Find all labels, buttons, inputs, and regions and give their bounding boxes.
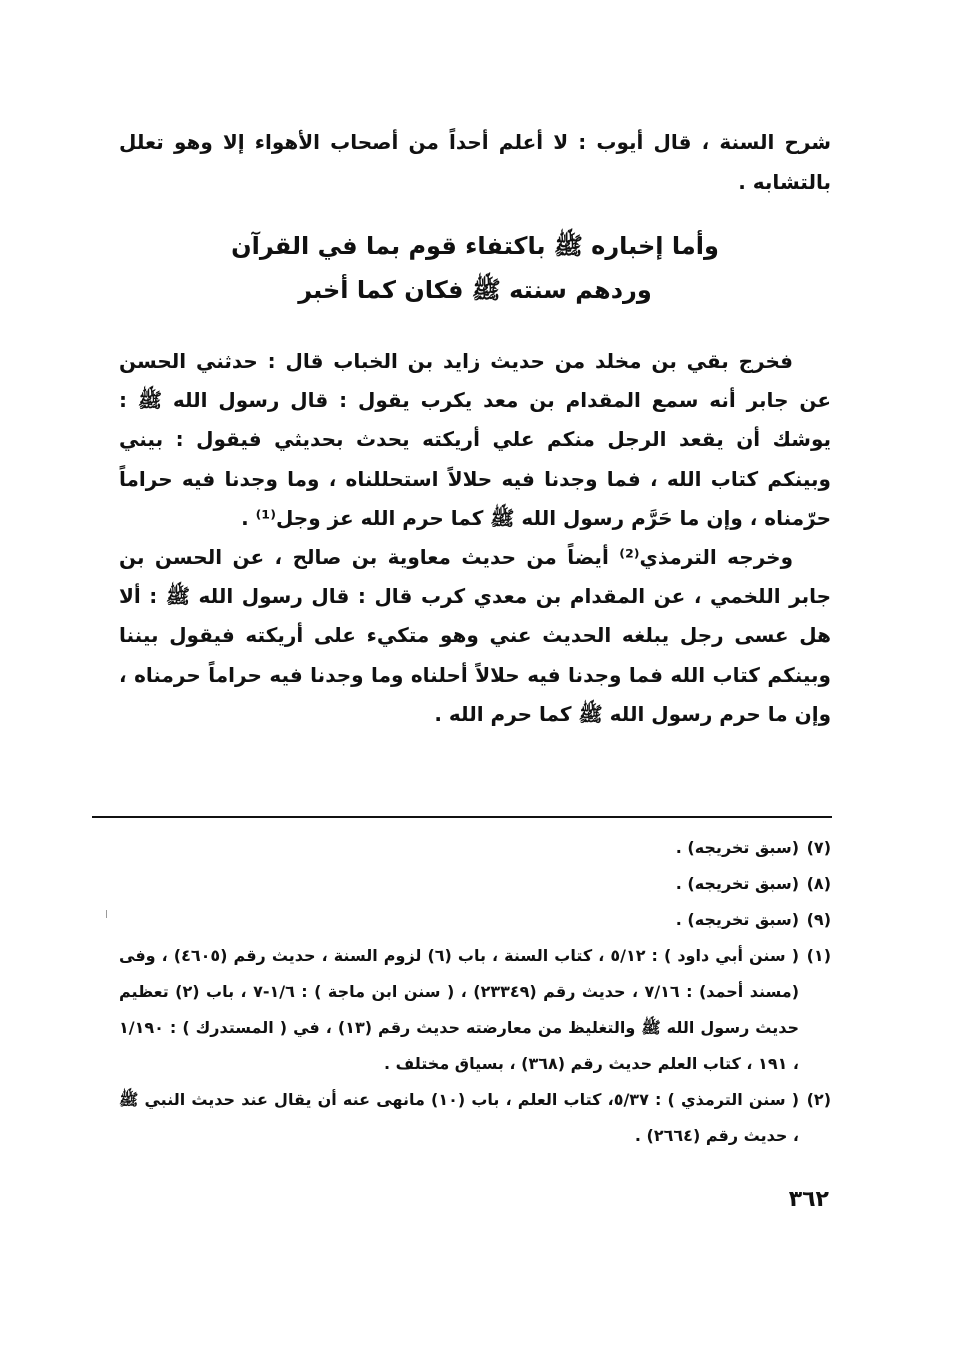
footnote-number: (١) xyxy=(806,946,831,965)
intro-paragraph: شرح السنة ، قال أيوب : لا أعلم أحداً من أصحاب الأهواء إلا وهو تعلل بالتشابه . xyxy=(119,130,831,194)
footnote-item xyxy=(119,938,831,1082)
footnote-item xyxy=(119,902,831,938)
body-paragraph: فخرج بقي بن مخلد من حديث زايد بن الخباب قال : حدثني الحسن عن جابر أنه سمع المقدام بن معد يكرب يقول : قال رسول الله ﷺ : يوشك أن يقعد الرجل منكم علي أريكته يحدث بحديثي فيقول : بيني وبينكم كتاب الله ، فما وجدنا فيه حلالاً استحللناه ، وما وجدنا فيه حراماً حرّمناه ، وإن ما حَرَّم رسول الله ﷺ كما حرم الله عز وجل⁽¹⁾ . xyxy=(119,349,831,530)
footnote-number: (٨) xyxy=(806,874,831,893)
footnote-text: (سبق تخريجه) . xyxy=(675,838,799,857)
footnote-text: (سبق تخريجه) . xyxy=(675,910,799,929)
footnote-separator xyxy=(92,816,832,818)
footnote-text: ( سنن أبي داود ) : ٥/١٢ ، كتاب السنة ، باب (٦) لزوم السنة ، حديث رقم (٤٦٠٥) ، وفى (مسند أحمد) : ٧/١٦ ، حديث رقم (٢٣٣٤٩) ، ( سنن ابن ماجة ) : ١/٦-٧ ، باب (٢) تعظيم حديث رسول الله ﷺ والتغليظ من معارضته حديث رقم (١٣) ، في ( المستدرك ) : ١/١٩٠ ، ١٩١ ، كتاب العلم حديث رقم (٣٦٨) ، بسياق مختلف . xyxy=(119,946,800,1073)
footnote-number: (٧) xyxy=(806,838,831,857)
footnote-item xyxy=(119,1082,831,1154)
footnote-item xyxy=(119,866,831,902)
section-heading-line-2: وردهم سنته ﷺ فكان كما أخبر xyxy=(298,276,652,304)
footnote-number: (٢) xyxy=(806,1090,831,1109)
footnotes-list xyxy=(119,830,831,1154)
section-heading xyxy=(147,224,803,312)
footnote-text: (سبق تخريجه) . xyxy=(675,874,799,893)
section-heading-line-1: وأما إخباره ﷺ باكتفاء قوم بما في القرآن xyxy=(231,232,719,260)
body-paragraph: وخرجه الترمذي⁽²⁾ أيضاً من حديث معاوية بن صالح ، عن الحسن بن جابر اللخمي ، عن المقدام بن معدي كرب قال : قال رسول الله ﷺ : ألا هل عسى رجل يبلغه الحديث عني وهو متكيء على أريكته فيقول بيننا وبينكم كتاب الله فما وجدنا فيه حلالاً أحلناه وما وجدنا فيه حراماً حرمناه ، وإن ما حرم رسول الله ﷺ كما حرم الله . xyxy=(119,545,831,726)
body-text xyxy=(119,342,831,734)
page-number: ٣٦٢ xyxy=(788,1187,829,1212)
scan-speck xyxy=(106,910,107,918)
footnote-item xyxy=(119,830,831,866)
footnote-text: ( سنن الترمذي ) : ٥/٣٧، كتاب العلم ، باب (١٠) مانهى عنه أن يقال عند حديث النبي ﷺ ، حديث رقم (٢٦٦٤) . xyxy=(119,1090,800,1145)
footnote-number: (٩) xyxy=(806,910,831,929)
